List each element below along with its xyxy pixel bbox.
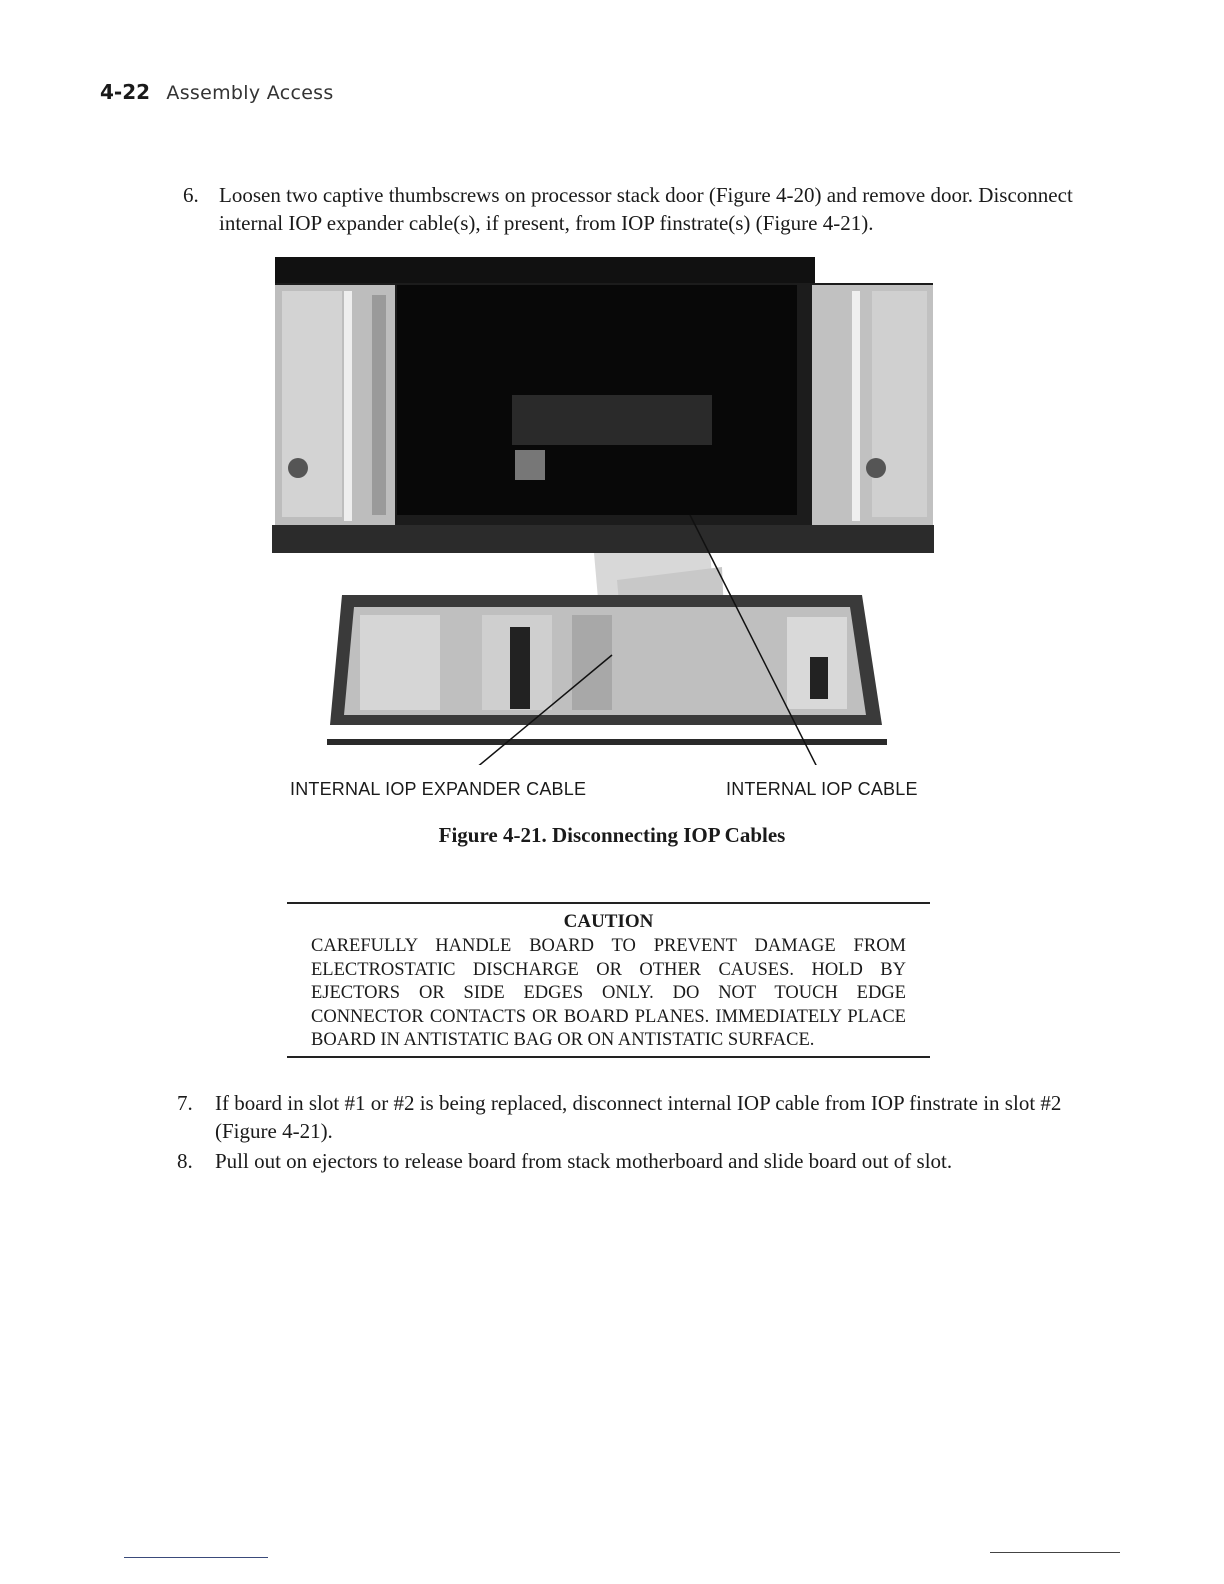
callout-expander-cable: INTERNAL IOP EXPANDER CABLE: [290, 779, 587, 799]
step-text: Pull out on ejectors to release board from stack motherboard and slide board out of slot.: [215, 1149, 953, 1173]
step-number: 7.: [177, 1091, 193, 1115]
page-number: 4-22: [100, 80, 151, 104]
step-number: 6.: [183, 183, 199, 207]
callout-iop-cable: INTERNAL IOP CABLE: [726, 779, 918, 799]
step-text: If board in slot #1 or #2 is being replaced, disconnect internal IOP cable from IOP finstrate in slot #2 (Figure 4-21).: [215, 1091, 1062, 1143]
step-text: Loosen two captive thumbscrews on processor stack door (Figure 4-20) and remove door. Disconnect internal IOP expander cable(s), if present, from IOP finstrate(s) (Figure 4-21).: [219, 183, 1073, 235]
figure-photo: [272, 255, 936, 765]
page-header: [100, 80, 334, 104]
caution-title: CAUTION: [563, 911, 654, 932]
step-6: [183, 181, 1083, 237]
step-7: [177, 1089, 1077, 1145]
footer-rule-right: [990, 1552, 1120, 1553]
step-number: 8.: [177, 1149, 193, 1173]
caution-box: [287, 902, 930, 1058]
section-title: Assembly Access: [166, 82, 334, 104]
caution-body: CAREFULLY HANDLE BOARD TO PREVENT DAMAGE FROM ELECTROSTATIC DISCHARGE OR OTHER CAUSES. HOLD BY EJECTORS OR SIDE EDGES ONLY. DO NOT TOUCH EDGE CONNECTOR CONTACTS OR BOARD PLANES. IMMEDIATELY PLACE BOARD IN ANTISTATIC BAG OR ON ANTISTATIC SURFACE.: [311, 936, 906, 1051]
figure-caption: Figure 4-21. Disconnecting IOP Cables: [438, 823, 786, 847]
step-8: [177, 1147, 1077, 1175]
footer-rule-left: [124, 1557, 268, 1558]
